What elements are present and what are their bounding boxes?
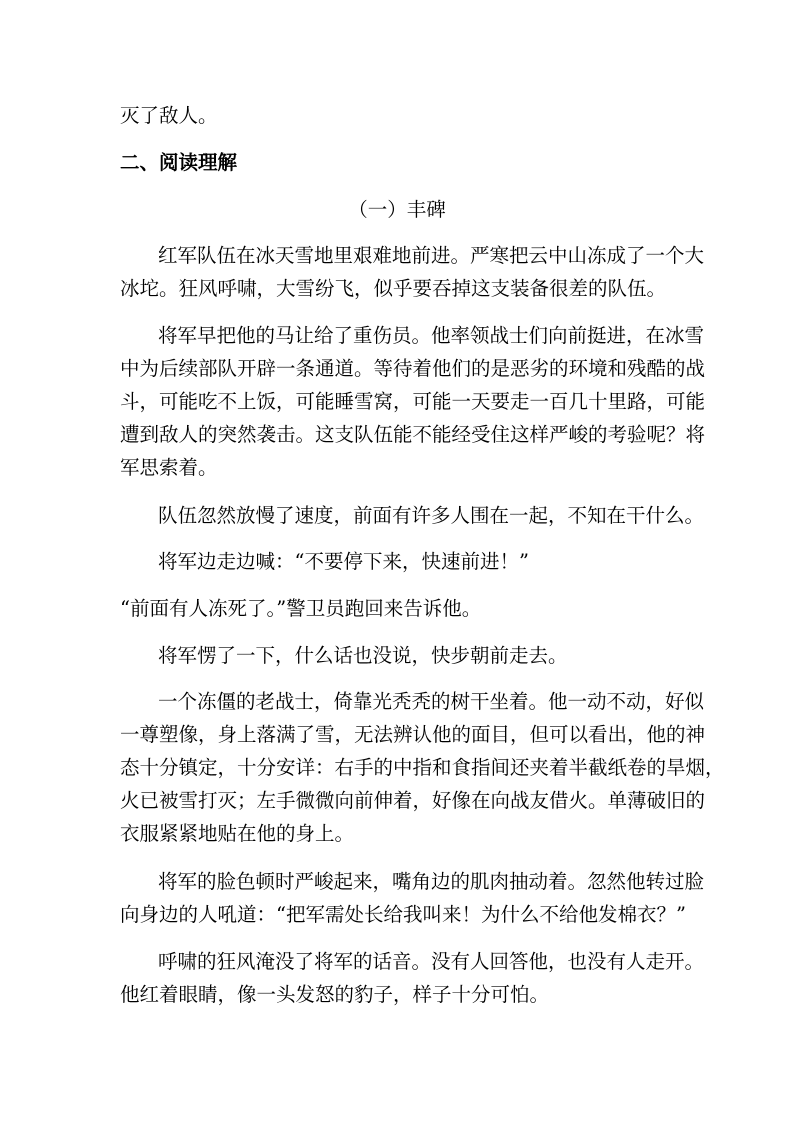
continuation-text: 灭了敌人。	[120, 104, 218, 127]
text-line: “前面有人冻死了。”警卫员跑回来告诉他。	[120, 597, 482, 620]
text-line: 火已被雪打灭；左手微微向前伸着，好像在向战友借火。单薄破旧的	[120, 789, 706, 812]
text-line: 斗，可能吃不上饭，可能睡雪窝，可能一天要走一百几十里路，可能	[120, 390, 706, 413]
text-line: 呼啸的狂风淹没了将军的话音。没有人回答他，也没有人走开。	[158, 950, 705, 973]
text-line: 军思索着。	[120, 456, 218, 479]
text-line: 将军的脸色顿时严峻起来，嘴角边的肌肉抽动着。忽然他转过脸	[158, 870, 705, 893]
text-line: 他红着眼睛，像一头发怒的豹子，样子十分可怕。	[120, 983, 550, 1006]
text-line: 中为后续部队开辟一条通道。等待着他们的是恶劣的环境和残酷的战	[120, 357, 706, 380]
text-line: 将军早把他的马让给了重伤员。他率领战士们向前挺进，在冰雪	[158, 324, 705, 347]
text-line: 红军队伍在冰天雪地里艰难地前进。严寒把云中山冻成了一个大	[158, 244, 705, 267]
text-line: 将军边走边喊：“不要停下来，快速前进！”	[158, 550, 529, 573]
text-line: 向身边的人吼道：“把军需处长给我叫来！为什么不给他发棉衣？”	[120, 903, 686, 926]
text-line: 遭到敌人的突然袭击。这支队伍能不能经受住这样严峻的考验呢？将	[120, 423, 706, 446]
text-line: 态十分镇定，十分安详：右手的中指和食指间还夹着半截纸卷的旱烟，	[120, 756, 725, 779]
text-line: 队伍忽然放慢了速度，前面有许多人围在一起，不知在干什么。	[158, 504, 705, 527]
passage-title: （一）丰碑	[348, 198, 446, 221]
text-line: 一尊塑像，身上落满了雪，无法辨认他的面目，但可以看出，他的神	[120, 723, 706, 746]
text-line: 一个冻僵的老战士，倚靠光秃秃的树干坐着。他一动不动，好似	[158, 690, 705, 713]
section-heading: 二、阅读理解	[120, 151, 238, 174]
text-line: 冰坨。狂风呼啸，大雪纷飞，似乎要吞掉这支装备很差的队伍。	[120, 277, 667, 300]
text-line: 衣服紧紧地贴在他的身上。	[120, 822, 355, 845]
text-line: 将军愣了一下，什么话也没说，快步朝前走去。	[158, 644, 568, 667]
